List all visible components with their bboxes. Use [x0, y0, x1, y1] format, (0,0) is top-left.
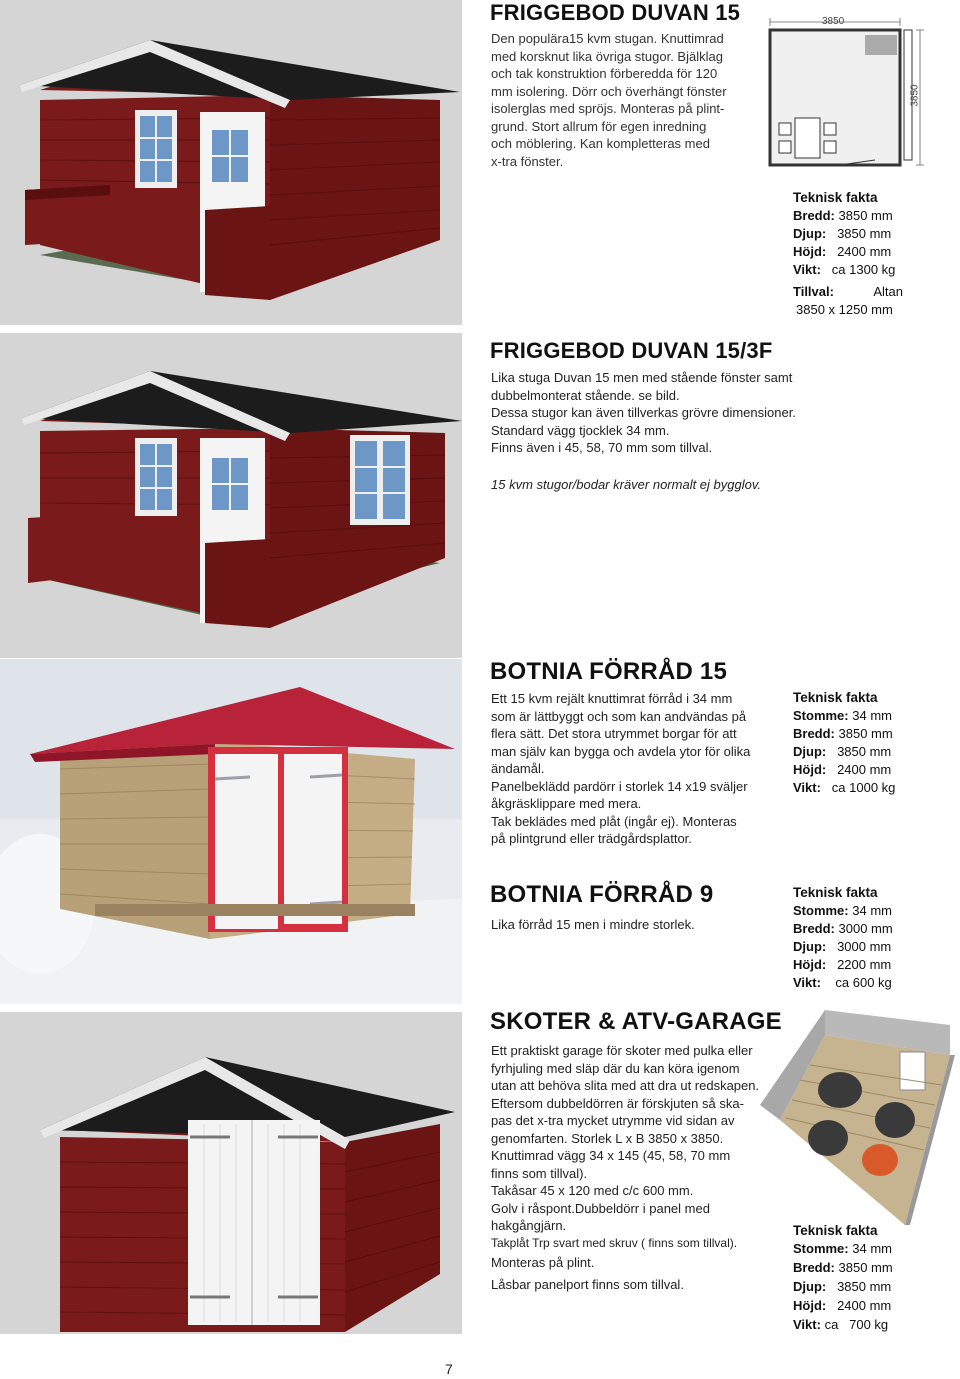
spec-row	[793, 974, 913, 992]
desc-line: Monteras på plint.	[491, 1255, 595, 1270]
spec-label: Bredd:	[793, 726, 835, 741]
spec-value: 34 mm	[852, 708, 892, 723]
botnia15-specs	[793, 689, 913, 797]
botnia9-title: BOTNIA FÖRRÅD 9	[490, 881, 714, 908]
duvan15-specs	[793, 189, 903, 279]
desc-line: och tak konstruktion förberedda för 120	[491, 66, 718, 81]
spec-label: Djup:	[793, 1279, 827, 1294]
spec-row	[793, 707, 913, 725]
spec-label: Vikt:	[793, 975, 821, 990]
desc-line: på plintgrund eller trädgårdsplattor.	[491, 831, 692, 846]
duvan15-image	[0, 0, 462, 325]
spec-label: Djup:	[793, 744, 827, 759]
spec-label: Vikt:	[793, 780, 821, 795]
spec-row	[793, 1278, 913, 1296]
spec-value: ca 600 kg	[835, 975, 892, 990]
duvan15-3f-title: FRIGGEBOD DUVAN 15/3F	[490, 338, 773, 363]
duvan15-3f-image	[0, 333, 462, 658]
botnia15-image	[0, 659, 462, 1004]
desc-line: och möblering. Kan kompletteras med	[491, 136, 710, 151]
spec-heading: Teknisk fakta	[793, 885, 878, 900]
option-label: Tillval:	[793, 284, 834, 299]
spec-heading: Teknisk fakta	[793, 690, 878, 705]
spec-value: 3850 mm	[838, 208, 893, 223]
spec-value: 3850 mm	[838, 726, 893, 741]
spec-value: 3850 mm	[837, 744, 892, 759]
spec-label: Vikt:	[793, 262, 821, 277]
spec-row	[793, 1259, 913, 1277]
spec-value: ca 1300 kg	[831, 262, 896, 277]
spec-value: 3850 mm	[838, 1260, 893, 1275]
desc-line: Panelbeklädd pardörr i storlek 14 x19 sväljer	[491, 778, 748, 794]
spec-value: 3000 mm	[837, 939, 892, 954]
desc-line: pas det x-tra mycket utrymme vid sidan av	[491, 1113, 735, 1128]
botnia15-title: BOTNIA FÖRRÅD 15	[490, 658, 727, 685]
spec-label: Höjd:	[793, 1298, 827, 1313]
spec-row	[793, 761, 913, 779]
desc-line: Standard vägg tjocklek 34 mm.	[491, 422, 670, 438]
desc-line: Knuttimrad vägg 34 x 145 (45, 58, 70 mm	[491, 1148, 731, 1163]
spec-value: 3850 mm	[837, 226, 892, 241]
botnia9-description: Lika förråd 15 men i mindre storlek.	[491, 917, 695, 932]
duvan15-3f-description	[491, 369, 821, 457]
desc-line: utan att behöva slita med att dra ut redskapen.	[491, 1078, 760, 1093]
desc-line: genomfarten. Storlek L x B 3850 x 3850.	[491, 1130, 724, 1146]
desc-line: dubbelmonterat stående. se bild.	[491, 387, 680, 403]
spec-value: 34 mm	[852, 1241, 892, 1256]
desc-line: Tak beklädes med plåt (ingår ej). Monteras	[491, 813, 737, 829]
spec-label: Djup:	[793, 226, 827, 241]
spec-row	[793, 743, 913, 761]
desc-line: flera sätt. Det stora utrymmet borgar för att	[491, 726, 737, 741]
spec-value: ca 700 kg	[824, 1317, 889, 1332]
spec-label: Stomme:	[793, 1241, 849, 1256]
garage-image	[0, 1012, 462, 1334]
spec-row	[793, 1316, 913, 1334]
spec-value: 3850 mm	[837, 1279, 892, 1294]
desc-line: Finns även i 45, 58, 70 mm som tillval.	[491, 440, 713, 455]
desc-line: grund. Stort allrum för egen inredning	[491, 118, 707, 134]
spec-heading: Teknisk fakta	[793, 1223, 878, 1238]
desc-line: Eftersom dubbeldörren är förskjuten så ska-	[491, 1095, 744, 1111]
desc-line: x-tra fönster.	[491, 153, 564, 169]
spec-label: Djup:	[793, 939, 827, 954]
garage-title: SKOTER & ATV-GARAGE	[490, 1008, 782, 1035]
spec-label: Stomme:	[793, 903, 849, 918]
spec-value: 2400 mm	[837, 244, 892, 259]
bygglov-note: 15 kvm stugor/bodar kräver normalt ej bygglov.	[491, 477, 761, 492]
desc-line: Dessa stugor kan även tillverkas grövre dimensioner.	[491, 405, 796, 420]
spec-label: Stomme:	[793, 708, 849, 723]
desc-line: åkgräsklippare med mera.	[491, 796, 642, 811]
desc-line: fyrhjuling med släp där du kan köra igenom	[491, 1060, 740, 1076]
desc-line: ändamål.	[491, 761, 545, 776]
spec-label: Bredd:	[793, 208, 835, 223]
desc-line: Ett 15 kvm rejält knuttimrat förråd i 34 mm	[491, 691, 733, 706]
botnia15-description	[491, 690, 781, 848]
page-number: 7	[445, 1361, 453, 1377]
spec-row	[793, 1297, 913, 1315]
spec-row	[793, 902, 913, 920]
spec-value: 2400 mm	[837, 1298, 892, 1313]
spec-row	[793, 261, 903, 279]
desc-line: finns som tillval).	[491, 1165, 588, 1181]
desc-line: man själv kan bygga och avdela ytor för olika	[491, 743, 751, 759]
spec-label: Höjd:	[793, 244, 827, 259]
option-value: Altan	[873, 284, 903, 299]
spec-row	[793, 956, 913, 974]
spec-label: Vikt:	[793, 1317, 821, 1332]
plan-dim-top: 3850	[822, 16, 845, 27]
garage-specs	[793, 1222, 913, 1334]
desc-line: Lika stuga Duvan 15 men med stående fönster samt	[491, 370, 793, 385]
desc-line: hakgångjärn.	[491, 1218, 567, 1233]
desc-line: som är lättbyggt och som kan andvändas på	[491, 708, 747, 724]
spec-row	[793, 725, 913, 743]
option-size: 3850 x 1250 mm	[796, 302, 893, 317]
spec-label: Bredd:	[793, 1260, 835, 1275]
desc-line: med korsknut lika övriga stugor. Bjälklag	[491, 48, 723, 64]
desc-line: Takåsar 45 x 120 med c/c 600 mm.	[491, 1183, 694, 1198]
spec-heading: Teknisk fakta	[793, 190, 878, 205]
spec-label: Höjd:	[793, 762, 827, 777]
spec-label: Höjd:	[793, 957, 827, 972]
desc-line: Golv i råspont.Dubbeldörr i panel med	[491, 1200, 710, 1216]
spec-row	[793, 207, 903, 225]
spec-label: Bredd:	[793, 921, 835, 936]
spec-row	[793, 225, 903, 243]
spec-value: 2400 mm	[837, 762, 892, 777]
duvan15-option	[793, 283, 903, 319]
spec-value: 34 mm	[852, 903, 892, 918]
duvan15-title: FRIGGEBOD DUVAN 15	[490, 0, 741, 25]
desc-line: Låsbar panelport finns som tillval.	[491, 1276, 684, 1292]
desc-line: Den populära15 kvm stugan. Knuttimrad	[491, 31, 724, 46]
spec-row	[793, 938, 913, 956]
garage-description	[491, 1042, 781, 1293]
botnia9-specs	[793, 884, 913, 992]
spec-value: 2200 mm	[837, 957, 892, 972]
spec-value: ca 1000 kg	[831, 780, 896, 795]
plan-dim-side: 3850	[909, 84, 921, 107]
spec-row	[793, 920, 913, 938]
duvan15-description	[491, 30, 761, 170]
desc-line: isolerglas med spröjs. Monteras på plint-	[491, 101, 725, 116]
desc-line: mm isolering. Dörr och överhängt fönster	[491, 83, 727, 99]
spec-row	[793, 779, 913, 797]
spec-row	[793, 243, 903, 261]
desc-line: Ett praktiskt garage för skoter med pulka eller	[491, 1043, 753, 1058]
spec-value: 3000 mm	[838, 921, 893, 936]
desc-line: Takplåt Trp svart med skruv ( finns som tillval).	[491, 1235, 738, 1250]
spec-row	[793, 1240, 913, 1258]
